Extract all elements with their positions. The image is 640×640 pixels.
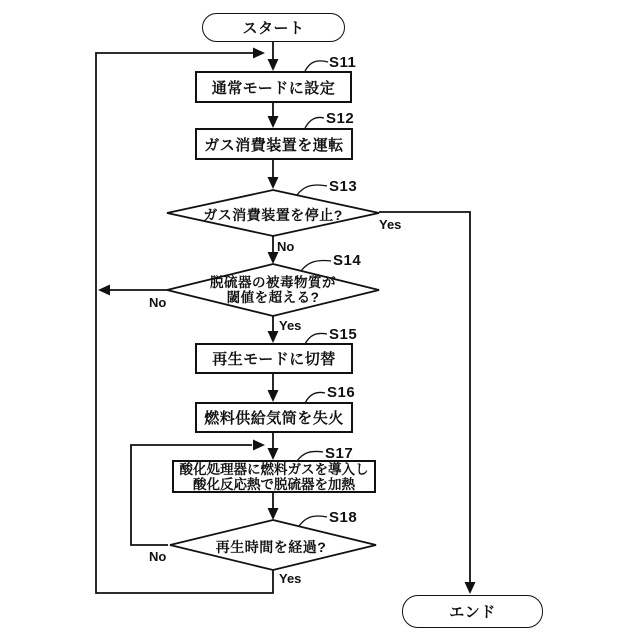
arrow-s18-no-merge <box>253 440 265 451</box>
branch-label-s14-no: No <box>149 295 167 310</box>
arrow-restart-junction <box>253 48 265 59</box>
arrow-into-s15 <box>268 331 279 343</box>
step-label-s18: S18 <box>329 509 358 526</box>
branch-label-s14-yes: Yes <box>279 318 302 333</box>
branch-label-s13-no: No <box>277 239 295 254</box>
step-label-s14: S14 <box>333 252 362 269</box>
step-s12-box: ガス消費装置を運転 <box>195 128 353 160</box>
arrow-into-s12 <box>268 116 279 128</box>
edge-s13-end-yes <box>379 212 470 592</box>
step-s15-box: 再生モードに切替 <box>195 343 353 374</box>
leader-s11 <box>305 61 328 71</box>
branch-label-s18-yes: Yes <box>279 571 302 586</box>
step-s14-question <box>173 275 373 305</box>
step-s16-box: 燃料供給気筒を失火 <box>195 402 353 433</box>
arrow-into-s17 <box>268 448 279 460</box>
leader-s13 <box>297 185 327 195</box>
step-label-s15: S15 <box>329 326 358 343</box>
arrow-into-s16 <box>268 390 279 402</box>
step-s17-box <box>172 460 376 493</box>
branch-label-s13-yes: Yes <box>379 217 402 232</box>
branch-label-s18-no: No <box>149 549 167 564</box>
start-terminal: スタート <box>202 13 345 42</box>
step-s11-box: 通常モードに設定 <box>195 71 352 103</box>
arrow-s14-no-merge <box>98 285 110 296</box>
leader-s18 <box>299 516 327 526</box>
step-label-s16: S16 <box>327 384 356 401</box>
arrow-into-s11 <box>268 59 279 71</box>
step-s14-line1: 脱硫器の被毒物質が <box>210 275 336 290</box>
step-label-s11: S11 <box>329 54 357 71</box>
step-label-s17: S17 <box>325 445 354 462</box>
step-s17-line1: 酸化処理器に燃料ガスを導入し <box>179 461 369 477</box>
step-s18-question: 再生時間を経過? <box>215 539 327 555</box>
step-s17-line2: 酸化反応熱で脱硫器を加熱 <box>193 476 355 492</box>
step-s14-line2: 閾値を超える? <box>226 290 320 305</box>
arrow-into-s13 <box>268 177 279 189</box>
step-label-s12: S12 <box>326 110 355 127</box>
leader-s14 <box>301 260 331 271</box>
arrow-into-s18 <box>268 508 279 520</box>
arrow-into-end <box>465 582 476 594</box>
step-s13-question: ガス消費装置を停止? <box>203 207 343 223</box>
end-terminal: エンド <box>402 595 543 628</box>
step-label-s13: S13 <box>329 178 358 195</box>
leader-s12 <box>305 117 324 128</box>
